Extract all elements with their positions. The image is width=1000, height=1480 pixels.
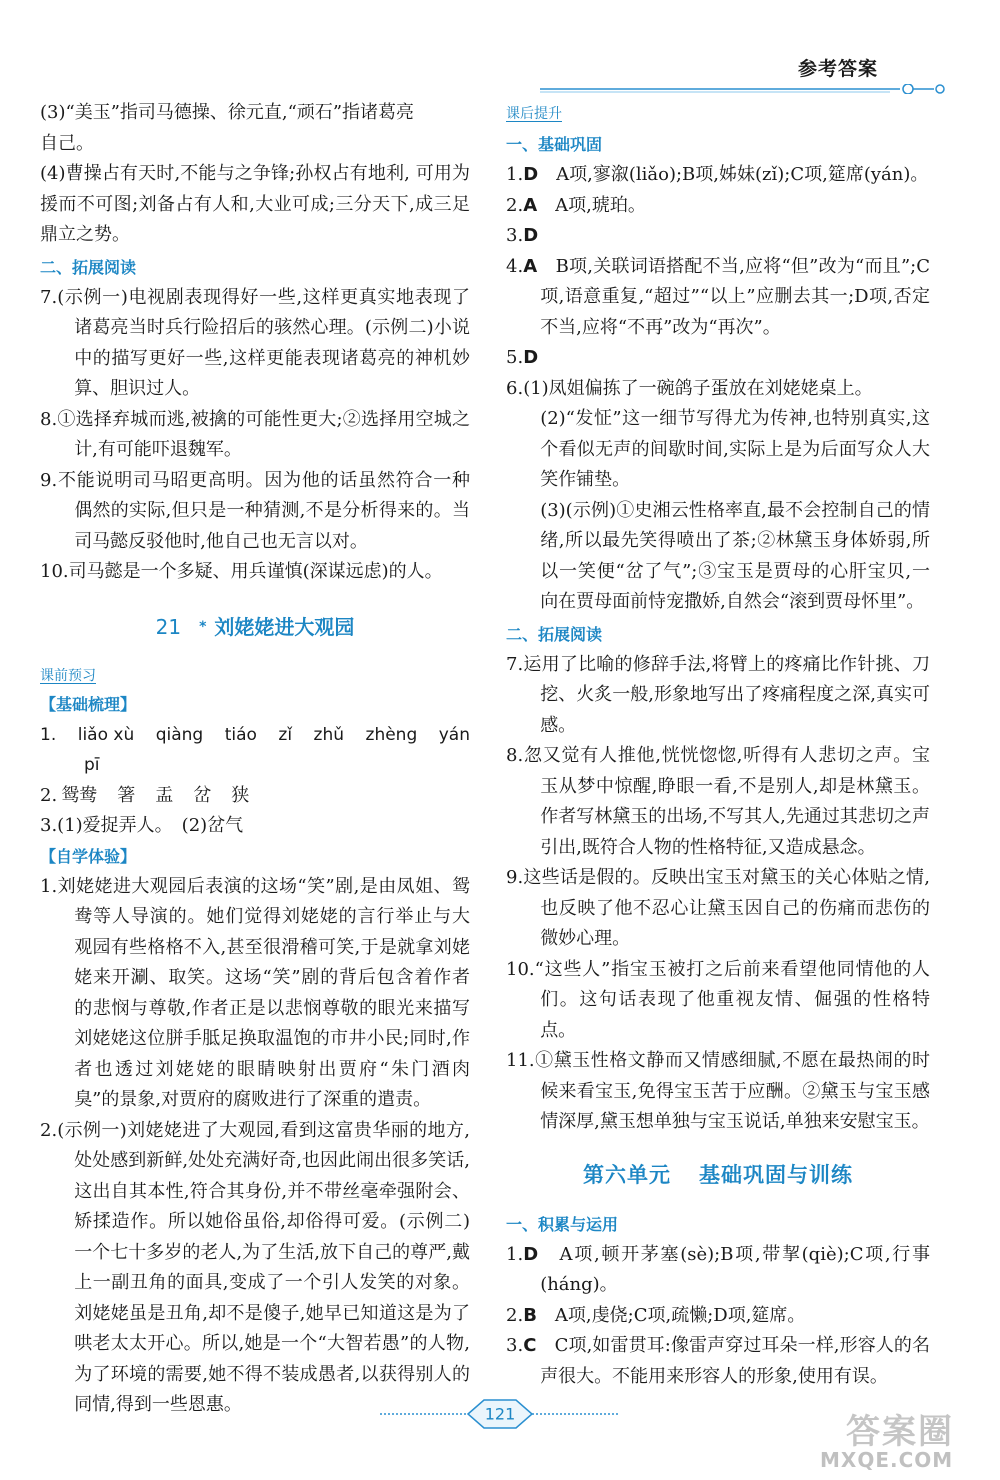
answer-item <box>40 159 470 251</box>
unit-subtitle: 基础巩固与训练 <box>699 1162 853 1187</box>
answer-text: ①选择弃城而逃,被擒的可能性更大;②选择用空城之计,有可能吓退魏军。 <box>57 408 470 460</box>
watermark-logo <box>776 1404 986 1474</box>
chars-row <box>40 781 470 812</box>
answer-letter: D <box>523 164 539 185</box>
preview-tag: 课前预习 <box>40 667 96 684</box>
answer-item <box>506 863 930 955</box>
answer-text: 可用为援而不可图;刘备占有人和,大业可成;三分天下,成三足鼎立之势。 <box>40 163 470 245</box>
right-column <box>506 98 930 1392</box>
char-answer: 狭 <box>231 784 250 806</box>
item-number: 10. <box>506 958 535 980</box>
answer-text: C项,如雷贯耳:像雷声穿过耳朵一样,形容人的名声很大。不能用来形容人的形象,使用有误。 <box>540 1335 931 1387</box>
item-number: 9. <box>40 469 58 491</box>
answer-text: 运用了比喻的修辞手法,将臂上的疼痛比作针挑、刀挖、火炙一般,形象地写出了疼痛程度之深,真实可感。 <box>523 653 930 736</box>
item-number: 3. <box>506 225 524 246</box>
answer-text: A项,琥珀。 <box>555 194 646 216</box>
item-number: 3. <box>506 1335 524 1356</box>
page-number: 121 <box>484 1404 516 1424</box>
header-title: 参考答案 <box>797 58 878 80</box>
answer-letter: C <box>523 1335 537 1356</box>
answer-letter: D <box>523 225 539 246</box>
answer-item <box>40 98 470 159</box>
item-number: 2. <box>40 1119 58 1141</box>
section-heading: 二、拓展阅读 <box>40 257 137 277</box>
watermark-text: 答案圈 <box>846 1412 954 1452</box>
watermark-url: MXQE.COM <box>820 1448 954 1472</box>
answer-text: A项,顿开茅塞(sè);B项,带挈(qiè);C项,行事(háng)。 <box>540 1243 930 1295</box>
answer-item <box>506 191 930 222</box>
answer-text: (1)凤姐偏拣了一碗鸽子蛋放在刘姥姥桌上。 <box>523 377 873 399</box>
answer-letter: D <box>523 1243 539 1265</box>
answer-text: B项,关联词语搭配不当,应将“但”改为“而且”;C项,语意重复,“超过”“以上”应删去其一;D项,否定不当,应将“不再”改为“再次”。 <box>540 255 930 338</box>
answer-item <box>40 557 470 588</box>
answer-text: “这些人”指宝玉被打之后前来看望他同情他的人们。这句话表现了他重视友情、倔强的性格特点。 <box>534 958 930 1041</box>
pinyin-word: zhèng <box>365 724 418 745</box>
pinyin-word: qiàng <box>155 724 204 745</box>
answer-letter: B <box>523 1304 537 1326</box>
unit-name: 第六单元 <box>583 1162 671 1187</box>
answer-item <box>40 283 470 405</box>
item-number: 2. <box>506 194 524 216</box>
pinyin-word: yán <box>438 724 470 745</box>
answer-item: 3.(1)爱捉弄人。 (2)岔气 <box>40 815 244 836</box>
answer-letter: A <box>523 255 538 277</box>
answer-text: ①黛玉性格文静而又情感细腻,不愿在最热闹的时候来看宝玉,免得宝玉苦于应酬。②黛玉与宝玉感情深厚,黛玉想单独与宝玉说话,单独来安慰宝玉。 <box>534 1050 930 1132</box>
pinyin-word: zǐ <box>278 724 293 745</box>
answer-text: (4)曹操占有天时,不能与之争锋;孙权占有地利, <box>40 163 410 184</box>
answer-letter: A <box>523 194 538 216</box>
answer-item <box>506 650 930 742</box>
answer-item <box>506 1301 930 1332</box>
char-answer: 箸 <box>117 784 136 806</box>
item-number: 5. <box>506 347 524 368</box>
item-number: 1. <box>40 724 57 745</box>
answer-item <box>506 221 930 252</box>
answer-item <box>40 1116 470 1421</box>
answer-item <box>506 374 930 405</box>
section-heading: 二、拓展阅读 <box>506 624 603 644</box>
basic-heading: 【基础梳理】 <box>40 694 137 714</box>
answer-text: 自己。 <box>40 132 94 154</box>
answer-subitem: (3)(示例)①史湘云性格率直,最不会控制自己的情绪,所以最先笑得喷出了茶;②林黛玉身体娇弱,所以一笑便“岔了气”;③宝玉是贾母的心肝宝贝,一向在贾母面前恃宠撒娇,自然会“滚到贾母怀里”。 <box>540 499 930 612</box>
item-number: 2. <box>40 784 58 806</box>
answer-text: 刘姥姥进大观园后表演的这场“笑”剧,是由凤姐、鸳鸯等人导演的。她们觉得刘姥姥的言行举止与大观园有些格格不入,甚至很滑稽可笑,于是就拿刘姥姥来开涮、取笑。这场“笑”剧的背后包含着作者的悲悯与尊敬,作者正是以悲悯尊敬的眼光来描写刘姥姥这位胼手胝足换取温饱的市井小民;同时,作者也透过刘姥姥的眼睛映射出贾府“朱门酒肉臭”的景象,对贾府的腐败进行了深重的遣责。 <box>57 875 470 1110</box>
after-class-tag: 课后提升 <box>506 106 562 122</box>
item-number: 6. <box>506 377 524 399</box>
answer-item <box>40 872 470 1116</box>
answer-text: 司马懿是一个多疑、用兵谨慎(深谋远虑)的人。 <box>68 561 443 582</box>
item-number: 7. <box>506 653 524 675</box>
item-number: 7. <box>40 286 58 308</box>
answer-item <box>40 405 470 466</box>
lesson-number: 21 <box>155 614 182 639</box>
unit-title <box>506 1158 930 1192</box>
answer-letter: D <box>523 347 539 368</box>
answer-text: A项,虔侥;C项,疏懒;D项,筵席。 <box>554 1304 806 1326</box>
answer-text: 不能说明司马昭更高明。因为他的话虽然符合一种偶然的实际,但只是一种猜测,不是分析得来的。当司马懿反驳他时,他自己也无言以对。 <box>57 469 470 552</box>
lesson-title <box>40 610 470 644</box>
item-number: 10. <box>40 561 69 582</box>
star-mark: * <box>199 618 207 635</box>
answer-text: (3)“美玉”指司马德操、徐元直,“顽石”指诸葛亮 <box>40 102 415 123</box>
item-number: 1. <box>506 1243 524 1265</box>
answer-item <box>506 160 930 191</box>
item-number: 1. <box>40 875 58 897</box>
item-number: 8. <box>40 408 58 430</box>
answer-text: A项,寥溆(liǎo);B项,姊妹(zǐ);C项,筵席(yán)。 <box>556 164 929 185</box>
answer-text: 这些话是假的。反映出宝玉对黛玉的关心体贴之情,也反映了他不忍心让黛玉因自己的伤痛而悲伤的微妙心理。 <box>523 867 930 949</box>
item-number: 2. <box>506 1304 524 1326</box>
item-number: 11. <box>506 1050 535 1071</box>
answer-text: (示例一)电视剧表现得好一些,这样更真实地表现了诸葛亮当时兵行险招后的骇然心理。(示例二)小说中的描写更好一些,这样更能表现诸葛亮的神机妙算、胆识过人。 <box>57 286 470 399</box>
item-number: 4. <box>506 255 524 277</box>
section-heading: 一、基础巩固 <box>506 135 603 154</box>
answer-item <box>506 1331 930 1392</box>
char-answer: 盂 <box>155 784 174 806</box>
item-number: 8. <box>506 745 524 766</box>
page-number-badge <box>380 1394 620 1434</box>
left-column <box>40 98 470 1421</box>
pinyin-word: zhǔ <box>313 724 345 745</box>
pinyin-word: pī <box>84 755 100 775</box>
char-answer: 鸳鸯 <box>61 784 98 806</box>
pinyin-row <box>40 720 470 751</box>
answer-text: (示例一)刘姥姥进了大观园,看到这富贵华丽的地方,处处感到新鲜,处处充满好奇,也因此闹出很多笑话,这出自其本性,符合其身份,并不带丝毫牵强附会、矫揉造作。所以她俗虽俗,却俗得可爱。(示例二)一个七十多岁的老人,为了生活,放下自己的尊严,戴上一副丑角的面具,变成了一个引人发笑的对象。刘姥姥虽是丑角,却不是傻子,她早已知道这是为了哄老太太开心。所以,她是一个“大智若愚”的人物,为了环境的需要,她不得不装成愚者,以获得别人的同情,得到一些恩惠。 <box>57 1119 470 1415</box>
answer-subitem: (2)“发怔”这一细节写得尤为传神,也特别真实,这个看似无声的间歇时间,实际上是为后面写众人大笑作铺垫。 <box>540 408 930 490</box>
char-answer: 岔 <box>193 784 212 806</box>
section-heading: 一、积累与运用 <box>506 1214 619 1234</box>
header-decoration-line <box>540 84 950 94</box>
pinyin-word: liǎo xù <box>77 724 135 745</box>
answer-item <box>506 1046 930 1138</box>
self-study-heading: 【自学体验】 <box>40 846 137 866</box>
pinyin-word: tiáo <box>224 724 257 745</box>
answer-item <box>506 741 930 863</box>
answer-item <box>506 343 930 374</box>
answer-item <box>506 1240 930 1301</box>
answer-item <box>506 252 930 344</box>
item-number: 1. <box>506 164 524 185</box>
answer-item <box>40 466 470 558</box>
answer-item <box>506 955 930 1047</box>
answer-text: 忽又觉有人推他,恍恍惚惚,听得有人悲切之声。宝玉从梦中惊醒,睁眼一看,不是别人,却是林黛玉。作者写林黛玉的出场,不写其人,先通过其悲切之声引出,既符合人物的性格特征,又造成悬念。 <box>523 745 930 858</box>
item-number: 9. <box>506 867 524 888</box>
lesson-name: 刘姥姥进大观园 <box>214 614 355 639</box>
